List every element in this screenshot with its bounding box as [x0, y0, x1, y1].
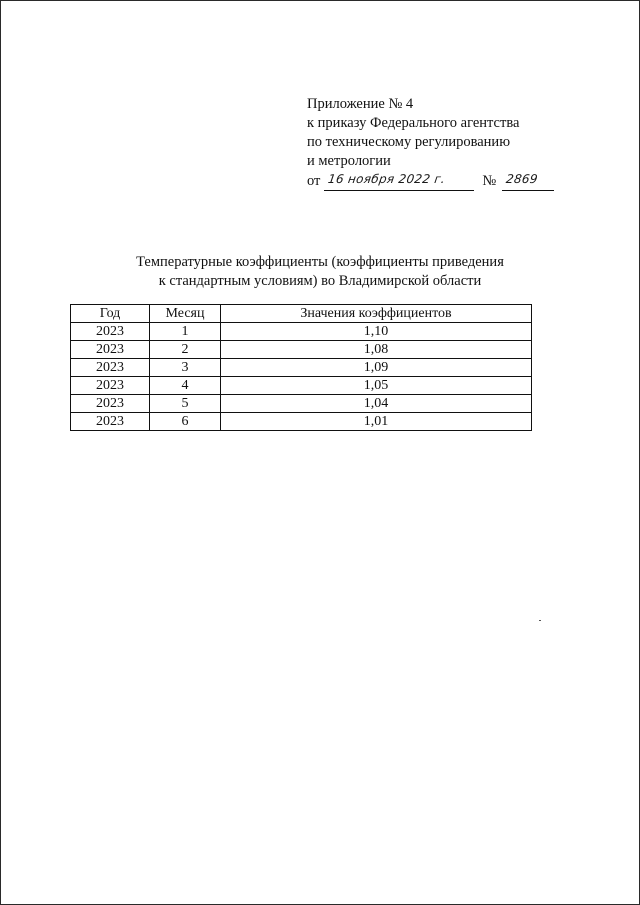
appendix-header: [307, 95, 567, 191]
cell-year: 2023: [71, 323, 150, 341]
appendix-title: Приложение № 4: [307, 96, 414, 112]
table-row: [71, 395, 532, 413]
cell-coefficient: 1,09: [221, 359, 532, 377]
number-field: [502, 173, 554, 191]
date-field: [324, 173, 474, 191]
cell-coefficient: 1,04: [221, 395, 532, 413]
table-header-row: [71, 305, 532, 323]
table-row: [71, 413, 532, 431]
order-date-number-row: [307, 172, 567, 191]
table-row: [71, 341, 532, 359]
cell-year: 2023: [71, 395, 150, 413]
scan-speck: [539, 620, 541, 621]
handwritten-date: 16 ноября 2022 г.: [327, 172, 447, 186]
cell-coefficient: 1,08: [221, 341, 532, 359]
table-row: [71, 359, 532, 377]
cell-coefficient: 1,01: [221, 413, 532, 431]
handwritten-number: 2869: [505, 172, 540, 186]
header-month: Месяц: [150, 305, 221, 323]
cell-month: 1: [150, 323, 221, 341]
table-row: [71, 323, 532, 341]
cell-year: 2023: [71, 341, 150, 359]
table-row: [71, 377, 532, 395]
cell-month: 3: [150, 359, 221, 377]
cell-coefficient: 1,10: [221, 323, 532, 341]
cell-coefficient: 1,05: [221, 377, 532, 395]
document-title-line-2: к стандартным условиям) во Владимирской области: [158, 273, 482, 289]
header-year: Год: [71, 305, 150, 323]
cell-month: 2: [150, 341, 221, 359]
cell-month: 6: [150, 413, 221, 431]
document-title-line-1: Температурные коэффициенты (коэффициенты приведения: [136, 254, 504, 270]
cell-year: 2023: [71, 413, 150, 431]
cell-year: 2023: [71, 377, 150, 395]
cell-year: 2023: [71, 359, 150, 377]
number-label: №: [482, 173, 497, 189]
header-coefficient: Значения коэффициентов: [221, 305, 532, 323]
cell-month: 4: [150, 377, 221, 395]
document-title: [0, 253, 640, 291]
appendix-agency-line: по техническому регулированию: [307, 134, 511, 150]
appendix-agency-line-end: и метрологии: [307, 153, 391, 169]
coefficients-table: [70, 304, 532, 431]
appendix-order-ref: к приказу Федерального агентства: [307, 115, 520, 131]
date-prefix: от: [307, 173, 321, 189]
cell-month: 5: [150, 395, 221, 413]
